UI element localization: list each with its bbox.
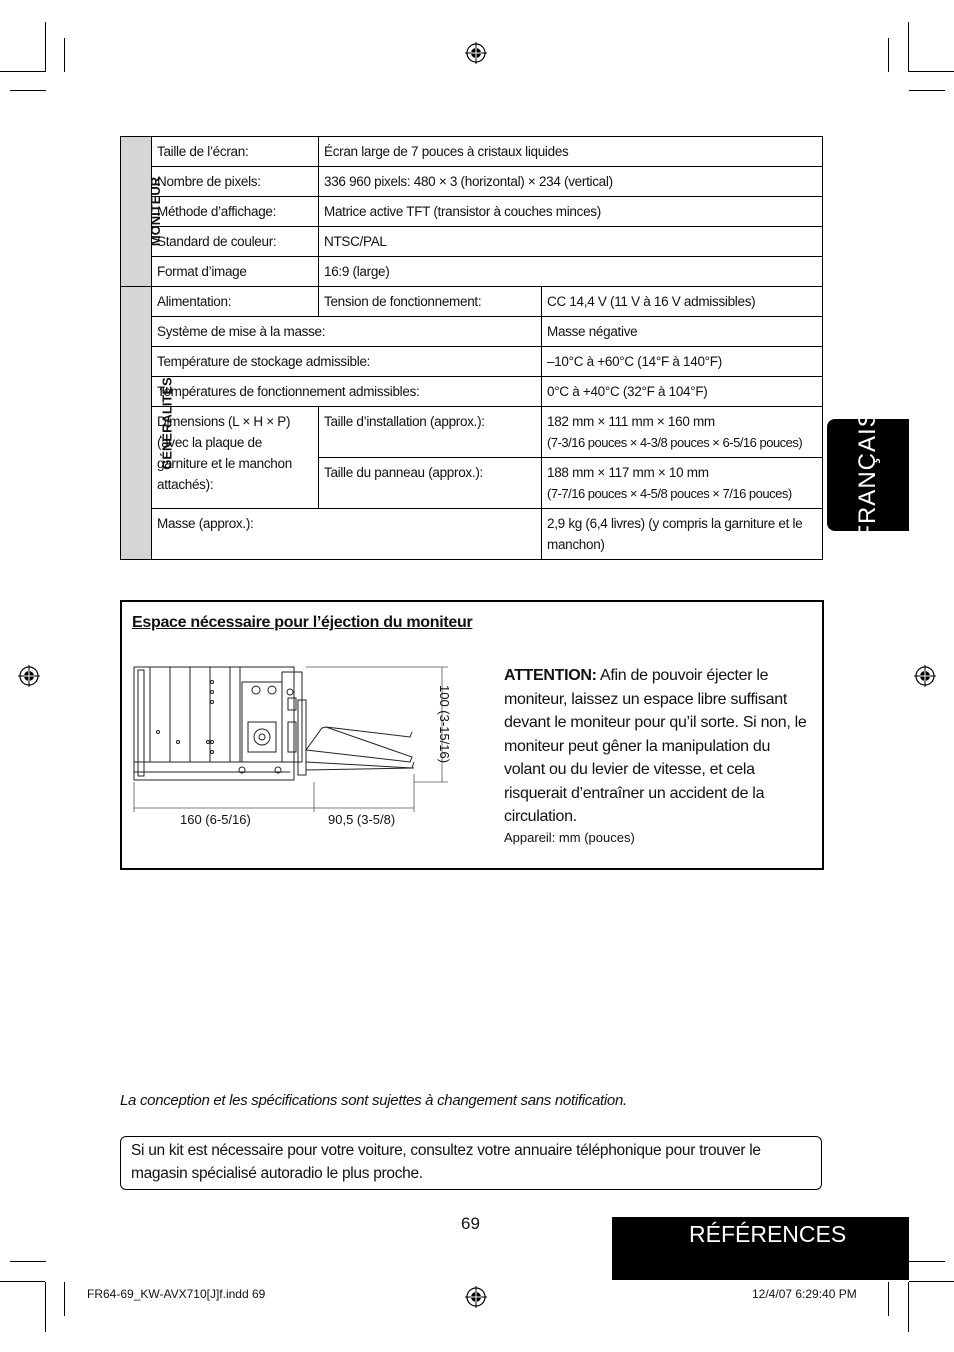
language-tab	[827, 410, 909, 540]
spec-sublabel: Tension de fonctionnement:	[319, 287, 542, 317]
kit-note-text: Si un kit est nécessaire pour votre voiture, consultez votre annuaire téléphonique pour trouver le magasin spécialisé autoradio le plus proche.	[131, 1142, 761, 1182]
table-row	[121, 509, 823, 560]
specification-disclaimer: La conception et les spécifications sont sujettes à changement sans notification.	[120, 1092, 627, 1109]
spec-label: Standard de couleur:	[152, 227, 319, 257]
spec-value: 2,9 kg (6,4 livres) (y compris la garniture et le manchon)	[542, 509, 823, 560]
spec-value	[542, 407, 823, 458]
section-label-moniteur: MONITEUR	[121, 137, 152, 287]
crop-mark	[0, 1281, 45, 1282]
spec-value: 336 960 pixels: 480 × 3 (horizontal) × 234 (vertical)	[319, 167, 823, 197]
spec-value: NTSC/PAL	[319, 227, 823, 257]
table-row	[121, 167, 823, 197]
crop-mark	[908, 1282, 909, 1332]
attention-text	[504, 664, 814, 829]
spec-value-line: (7-3/16 pouces × 4-3/8 pouces × 6-5/16 pouces)	[547, 435, 803, 450]
crop-mark	[888, 38, 889, 72]
crop-mark	[64, 38, 65, 72]
spec-value: CC 14,4 V (11 V à 16 V admissibles)	[542, 287, 823, 317]
spec-value: 16:9 (large)	[319, 257, 823, 287]
crop-mark	[64, 1282, 65, 1316]
table-row	[121, 257, 823, 287]
registration-mark-icon	[465, 1286, 487, 1308]
crop-mark	[888, 1282, 889, 1316]
attention-label: ATTENTION:	[504, 667, 597, 684]
eject-space-box	[120, 600, 824, 870]
spec-label: Méthode d’affichage:	[152, 197, 319, 227]
eject-title: Espace nécessaire pour l’éjection du moniteur	[132, 614, 473, 631]
crop-mark	[909, 71, 954, 72]
spec-sublabel: Taille d’installation (approx.):	[319, 407, 542, 458]
spec-value: 0°C à +40°C (32°F à 104°F)	[542, 377, 823, 407]
table-row	[121, 347, 823, 377]
spec-label: Masse (approx.):	[152, 509, 542, 560]
spec-value-line: 182 mm × 111 mm × 160 mm	[547, 414, 715, 429]
spec-value: Matrice active TFT (transistor à couches minces)	[319, 197, 823, 227]
kit-note-box	[120, 1136, 822, 1190]
crop-mark	[908, 22, 909, 72]
language-tab-label: FRANÇAIS	[854, 410, 881, 540]
spec-label: Système de mise à la masse:	[152, 317, 542, 347]
spec-table	[120, 136, 823, 560]
section-tab	[612, 1217, 909, 1280]
table-row	[121, 137, 823, 167]
page-number: 69	[461, 1214, 480, 1233]
table-row	[121, 197, 823, 227]
crop-mark	[10, 1261, 46, 1262]
table-row	[121, 377, 823, 407]
spec-sublabel: Taille du panneau (approx.):	[319, 458, 542, 509]
footer-timestamp: 12/4/07 6:29:40 PM	[752, 1287, 857, 1301]
section-tab-label: RÉFÉRENCES	[689, 1221, 847, 1247]
unit-side-view-drawing	[130, 662, 470, 832]
spec-label: Températures de fonctionnement admissibles:	[152, 377, 542, 407]
section-label-generalites: GÉNÉRALITÉS	[121, 287, 152, 560]
spec-label: Format d’image	[152, 257, 319, 287]
crop-mark	[45, 1282, 46, 1332]
registration-mark-icon	[18, 665, 40, 687]
table-row	[121, 227, 823, 257]
table-row	[121, 407, 823, 458]
spec-value-line: (7-7/16 pouces × 4-5/8 pouces × 7/16 pouces)	[547, 486, 792, 501]
spec-value: Masse négative	[542, 317, 823, 347]
unit-note: Appareil: mm (pouces)	[504, 830, 635, 845]
table-row	[121, 317, 823, 347]
crop-mark	[10, 90, 46, 91]
dimension-eject-label: 90,5 (3-5/8)	[328, 812, 396, 827]
crop-mark	[0, 71, 45, 72]
spec-label: Alimentation:	[152, 287, 319, 317]
spec-label: Nombre de pixels:	[152, 167, 319, 197]
dimension-depth-label: 160 (6-5/16)	[180, 812, 251, 827]
spec-label: Taille de l’écran:	[152, 137, 319, 167]
crop-mark	[909, 1281, 954, 1282]
spec-value: –10°C à +60°C (14°F à 140°F)	[542, 347, 823, 377]
registration-mark-icon	[914, 665, 936, 687]
spec-value	[542, 458, 823, 509]
registration-mark-icon	[465, 42, 487, 64]
spec-label: Température de stockage admissible:	[152, 347, 542, 377]
table-row	[121, 287, 823, 317]
footer-file-info: FR64-69_KW-AVX710[J]f.indd 69	[87, 1287, 266, 1301]
dimension-height-label: 100 (3-15/16)	[437, 685, 452, 764]
crop-mark	[909, 90, 945, 91]
spec-value-line: 188 mm × 117 mm × 10 mm	[547, 465, 709, 480]
attention-body: Afin de pouvoir éjecter le moniteur, laissez un espace libre suffisant devant le moniteur pour qu’il sorte. Si non, le moniteur peut gêner la manipulation du volant ou du levier de vitesse, et cela risquerait d’entraîner un accident de la circulation.	[504, 667, 807, 825]
spec-value: Écran large de 7 pouces à cristaux liquides	[319, 137, 823, 167]
spec-label-dimensions: Dimensions (L × H × P) (avec la plaque de garniture et le manchon attachés):	[152, 407, 319, 509]
crop-mark	[45, 22, 46, 72]
crop-mark	[909, 1261, 945, 1262]
